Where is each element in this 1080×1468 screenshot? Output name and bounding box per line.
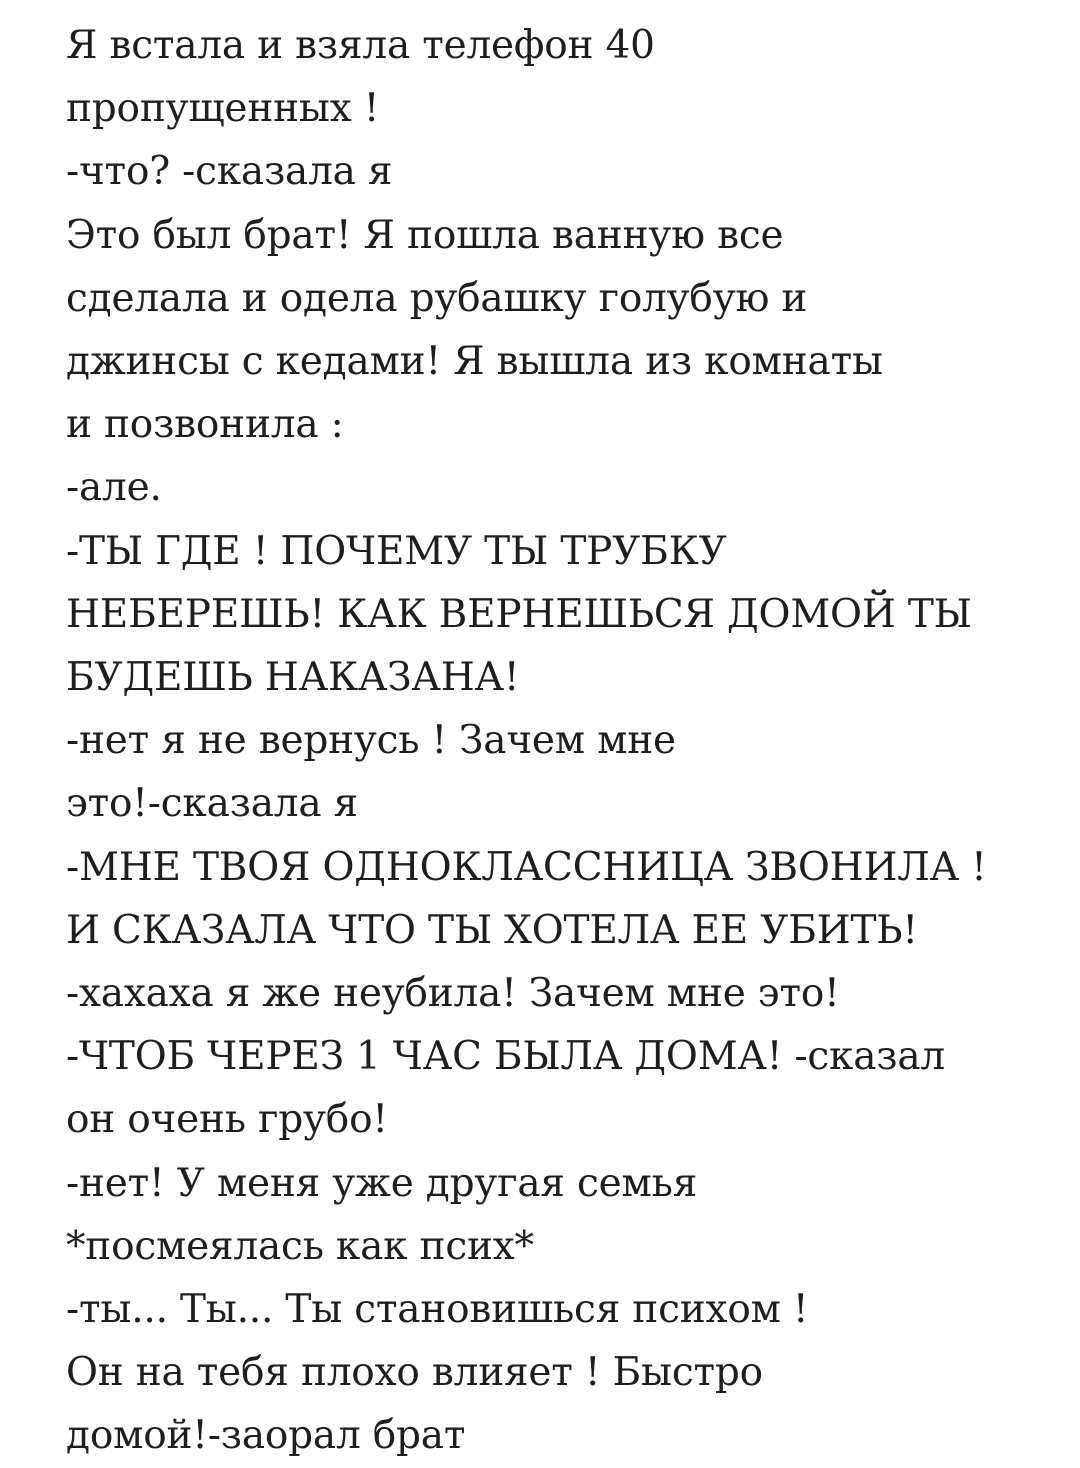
text-line: И СКАЗАЛА ЧТО ТЫ ХОТЕЛА ЕЕ УБИТЬ! — [66, 907, 918, 953]
text-line: -нет! У меня уже другая семья — [66, 1160, 698, 1206]
story-text — [66, 14, 1066, 1468]
text-line: он очень грубо! — [66, 1097, 388, 1143]
text-line: -але. — [66, 465, 162, 511]
text-line: БУДЕШЬ НАКАЗАНА! — [66, 655, 520, 701]
text-line: -что? -сказала я — [66, 149, 393, 195]
text-line: Он на тебя плохо влияет ! Быстро — [66, 1350, 763, 1396]
text-line: -МНЕ ТВОЯ ОДНОКЛАССНИЦА ЗВОНИЛА ! — [66, 844, 987, 890]
text-line: -ты... Ты... Ты становишься психом ! — [66, 1287, 809, 1333]
text-line: Это был брат! Я пошла ванную все — [66, 212, 784, 258]
text-line: Я встала и взяла телефон 40 — [66, 23, 655, 68]
text-line: это!-сказала я — [66, 781, 358, 827]
text-line: -ЧТОБ ЧЕРЕЗ 1 ЧАС БЫЛА ДОМА! -сказал — [66, 1034, 945, 1080]
text-line: пропущенных ! — [66, 86, 380, 132]
text-line: -нет я не вернусь ! Зачем мне — [66, 718, 676, 764]
text-line: домой!-заорал брат — [66, 1413, 466, 1459]
text-line: *посмеялась как псих* — [66, 1223, 534, 1269]
text-line: сделала и одела рубашку голубую и — [66, 275, 808, 321]
text-line: НЕБЕРЕШЬ! КАК ВЕРНЕШЬСЯ ДОМОЙ ТЫ — [66, 591, 972, 637]
text-line: -ТЫ ГДЕ ! ПОЧЕМУ ТЫ ТРУБКУ — [66, 528, 727, 574]
text-line: и позвонила : — [66, 402, 344, 448]
text-line: джинсы с кедами! Я вышла из комнаты — [66, 339, 883, 385]
text-line: -хахаха я же неубила! Зачем мне это! — [66, 971, 840, 1017]
